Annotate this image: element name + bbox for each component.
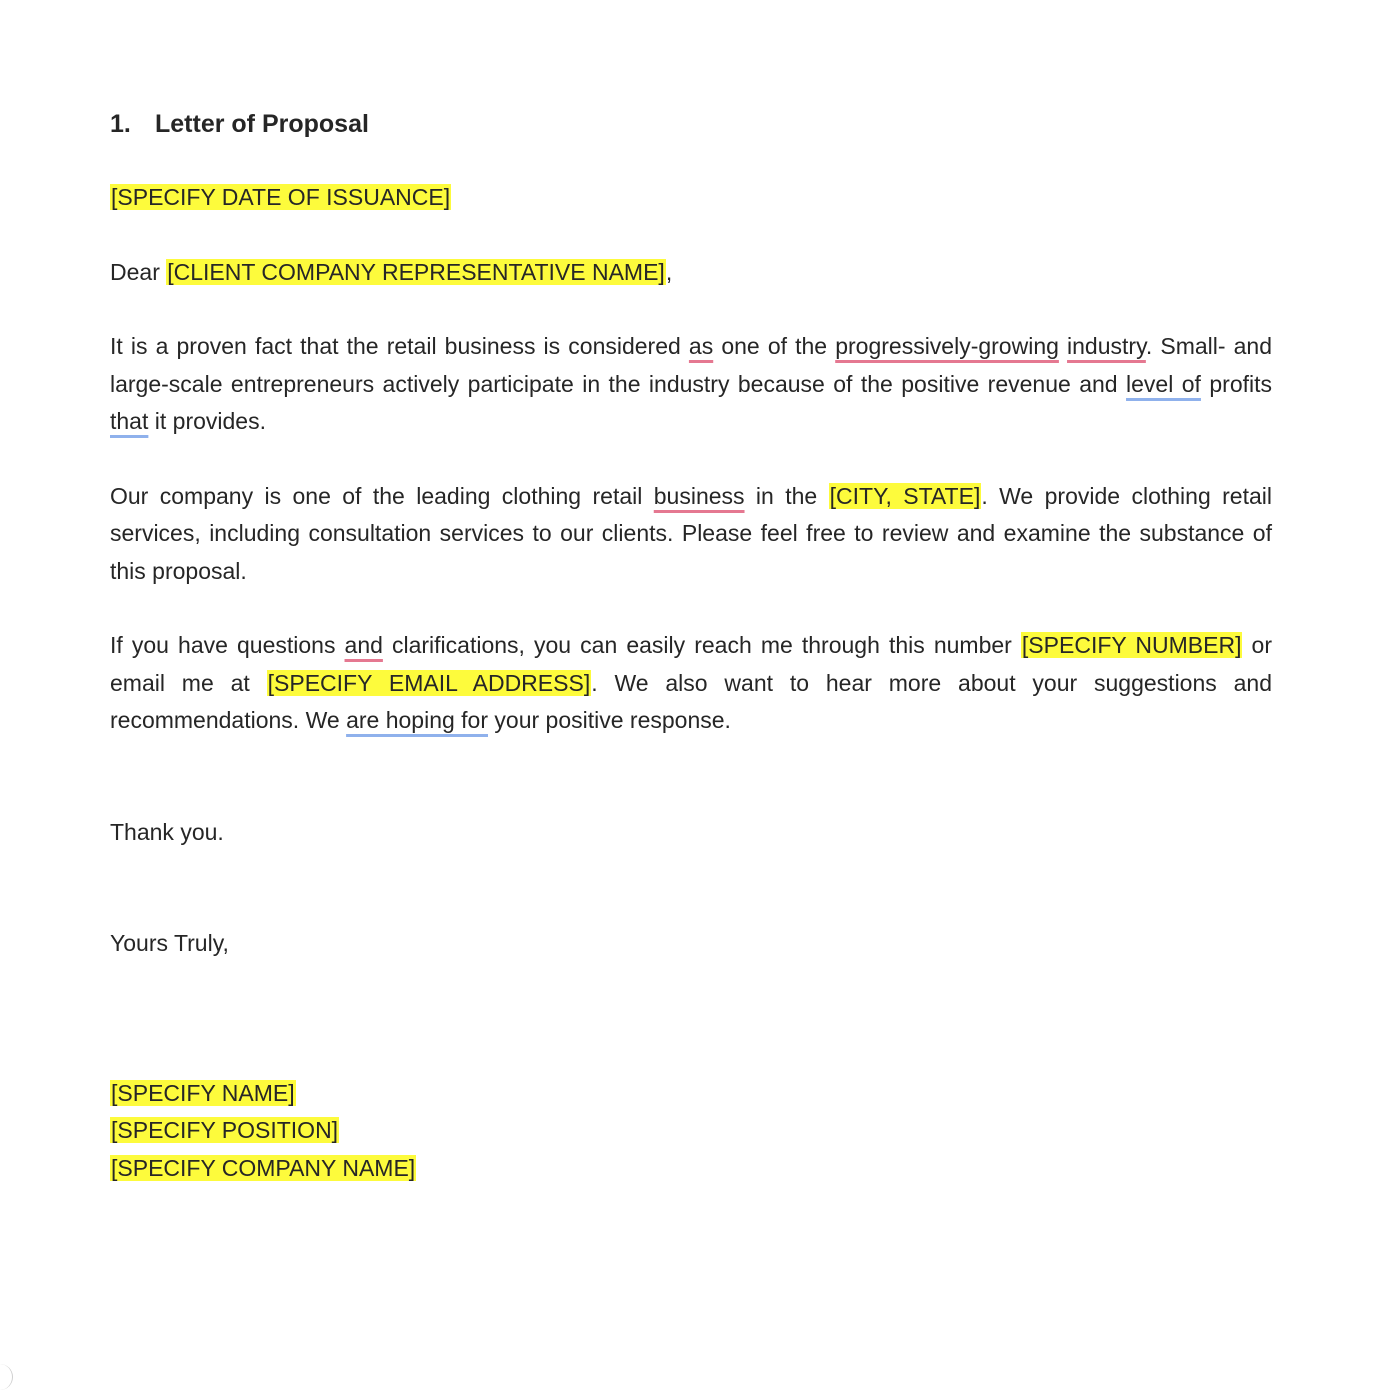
- p3-text-4: . We also want to hear more about your suggestions and recommendations. We: [110, 669, 1272, 733]
- signature-name-line: [110, 1075, 1272, 1113]
- number-placeholder[interactable]: [SPECIFY NUMBER]: [1021, 632, 1242, 658]
- p1-text-1: It is a proven fact that the retail business is considered: [110, 333, 689, 359]
- salutation-comma: ,: [665, 258, 673, 285]
- date-line: [110, 179, 1272, 217]
- p3-text-1: If you have questions: [110, 632, 345, 658]
- email-placeholder[interactable]: [SPECIFY EMAIL ADDRESS]: [267, 669, 591, 696]
- grammar-flag-are-hoping-for[interactable]: are hoping for: [346, 707, 489, 733]
- p1-text-6: it provides.: [148, 408, 266, 434]
- p1-text-5: profits: [1200, 370, 1273, 397]
- salutation-greeting: Dear: [110, 258, 160, 285]
- grammar-flag-that[interactable]: that: [110, 408, 149, 434]
- grammar-flag-level-of[interactable]: level of: [1126, 370, 1201, 397]
- p3-text-2: clarifications, you can easily reach me through this number: [382, 632, 1021, 658]
- signature-company-line: [110, 1150, 1272, 1188]
- paragraph-contact: [110, 627, 1272, 740]
- paragraph-company: [110, 478, 1272, 591]
- document-body: [110, 104, 1272, 1187]
- p2-text-1: Our company is one of the leading clothing retail: [110, 482, 654, 509]
- section-heading: [110, 104, 1272, 144]
- heading-number: 1.: [110, 110, 131, 138]
- heading-title: Letter of Proposal: [155, 110, 369, 138]
- paragraph-intro: [110, 328, 1272, 441]
- p1-text-4: . Small- and large-scale entrepreneurs actively participate in the industry because of the positive revenue and: [110, 333, 1273, 397]
- name-placeholder[interactable]: [SPECIFY NAME]: [111, 1079, 295, 1106]
- recipient-placeholder[interactable]: [CLIENT COMPANY REPRESENTATIVE NAME]: [167, 258, 665, 285]
- salutation-line: [110, 254, 1272, 292]
- spelling-flag-as[interactable]: as: [688, 333, 714, 359]
- p3-text-3: or email me at: [110, 632, 1272, 696]
- signature-position-line: [110, 1112, 1272, 1150]
- spelling-flag-business[interactable]: business: [653, 482, 745, 509]
- spelling-flag-progressively-growing[interactable]: progressively-growing: [835, 333, 1059, 359]
- p2-text-3: . We provide clothing retail services, including consultation services to our clients. Please feel free to review and examine the substance of this proposal.: [110, 482, 1272, 584]
- p2-text-2: in the: [744, 482, 829, 509]
- date-placeholder[interactable]: [SPECIFY DATE OF ISSUANCE]: [111, 184, 451, 210]
- signature-block: [110, 1075, 1272, 1188]
- p3-text-5: your positive response.: [488, 707, 731, 733]
- page-edge-marker: [0, 1364, 13, 1390]
- thanks-line: Thank you.: [110, 818, 224, 845]
- p1-text-3: [1059, 333, 1067, 359]
- closing-line: Yours Truly,: [110, 930, 229, 956]
- spelling-flag-industry[interactable]: industry: [1067, 333, 1146, 359]
- company-name-placeholder[interactable]: [SPECIFY COMPANY NAME]: [111, 1154, 416, 1181]
- city-state-placeholder[interactable]: [CITY, STATE]: [829, 482, 981, 509]
- spelling-flag-and[interactable]: and: [344, 632, 383, 658]
- p1-text-2: one of the: [713, 333, 836, 359]
- position-placeholder[interactable]: [SPECIFY POSITION]: [111, 1117, 339, 1143]
